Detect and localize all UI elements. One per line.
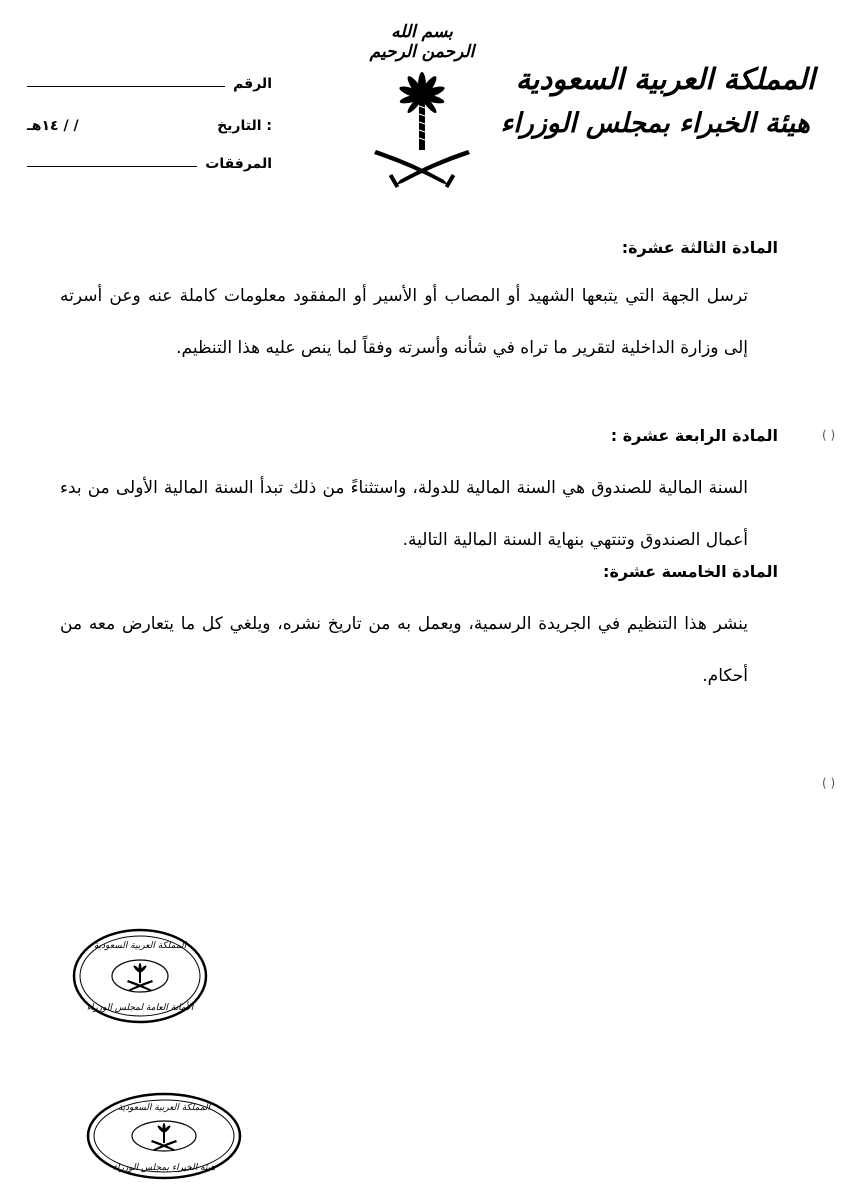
org-name-line1: المملكة العربية السعودية — [515, 62, 815, 96]
date-field — [27, 108, 272, 134]
date-value: / / ١٤هـ — [27, 118, 79, 134]
reference-field — [27, 66, 272, 92]
official-seal — [84, 1090, 244, 1182]
official-seal — [70, 926, 210, 1026]
article-13-title: المادة الثالثة عشرة: — [621, 238, 778, 257]
attachments-label: المرفقات — [205, 156, 272, 172]
seal-upper-text: المملكة العربية السعودية — [93, 941, 187, 951]
article-14-title: المادة الرابعة عشرة : — [610, 426, 778, 445]
seal-lower-text: الأمانة العامة لمجلس الوزراء — [86, 1003, 194, 1013]
article-15-text: ينشر هذا التنظيم في الجريدة الرسمية، ويعمل به من تاريخ نشره، ويلغي كل ما يتعارض معه من أحكام. — [60, 614, 748, 686]
seal-upper-text: المملكة العربية السعودية — [117, 1103, 211, 1113]
article-15-title: المادة الخامسة عشرة: — [603, 562, 778, 581]
margin-mark: ( ) — [822, 428, 836, 442]
saudi-emblem-icon — [372, 64, 472, 194]
attachments-field — [27, 146, 272, 172]
article-14-text: السنة المالية للصندوق هي السنة المالية للدولة، واستثناءً من ذلك تبدأ السنة المالية الأولى من بدء أعمال الصندوق وتنتهي بنهاية السنة المالية التالية. — [60, 478, 748, 550]
date-label: التاريخ : — [217, 118, 272, 134]
reference-label: الرقم — [233, 76, 272, 92]
seal-lower-text: هيئة الخبراء بمجلس الوزراء — [112, 1163, 216, 1173]
basmala: بسم الله الرحمن الرحيم — [369, 22, 475, 62]
article-13-text: ترسل الجهة التي يتبعها الشهيد أو المصاب أو الأسير أو المفقود معلومات كاملة عنه وعن أسرته إلى وزارة الداخلية لتقرير ما تراه في شأنه وأسرته وفقاً لما ينص عليه هذا التنظيم. — [60, 286, 748, 358]
attachments-line — [27, 166, 197, 167]
org-name-line2: هيئة الخبراء بمجلس الوزراء — [500, 108, 810, 139]
reference-line — [27, 86, 225, 87]
margin-mark: ( ) — [822, 776, 836, 790]
